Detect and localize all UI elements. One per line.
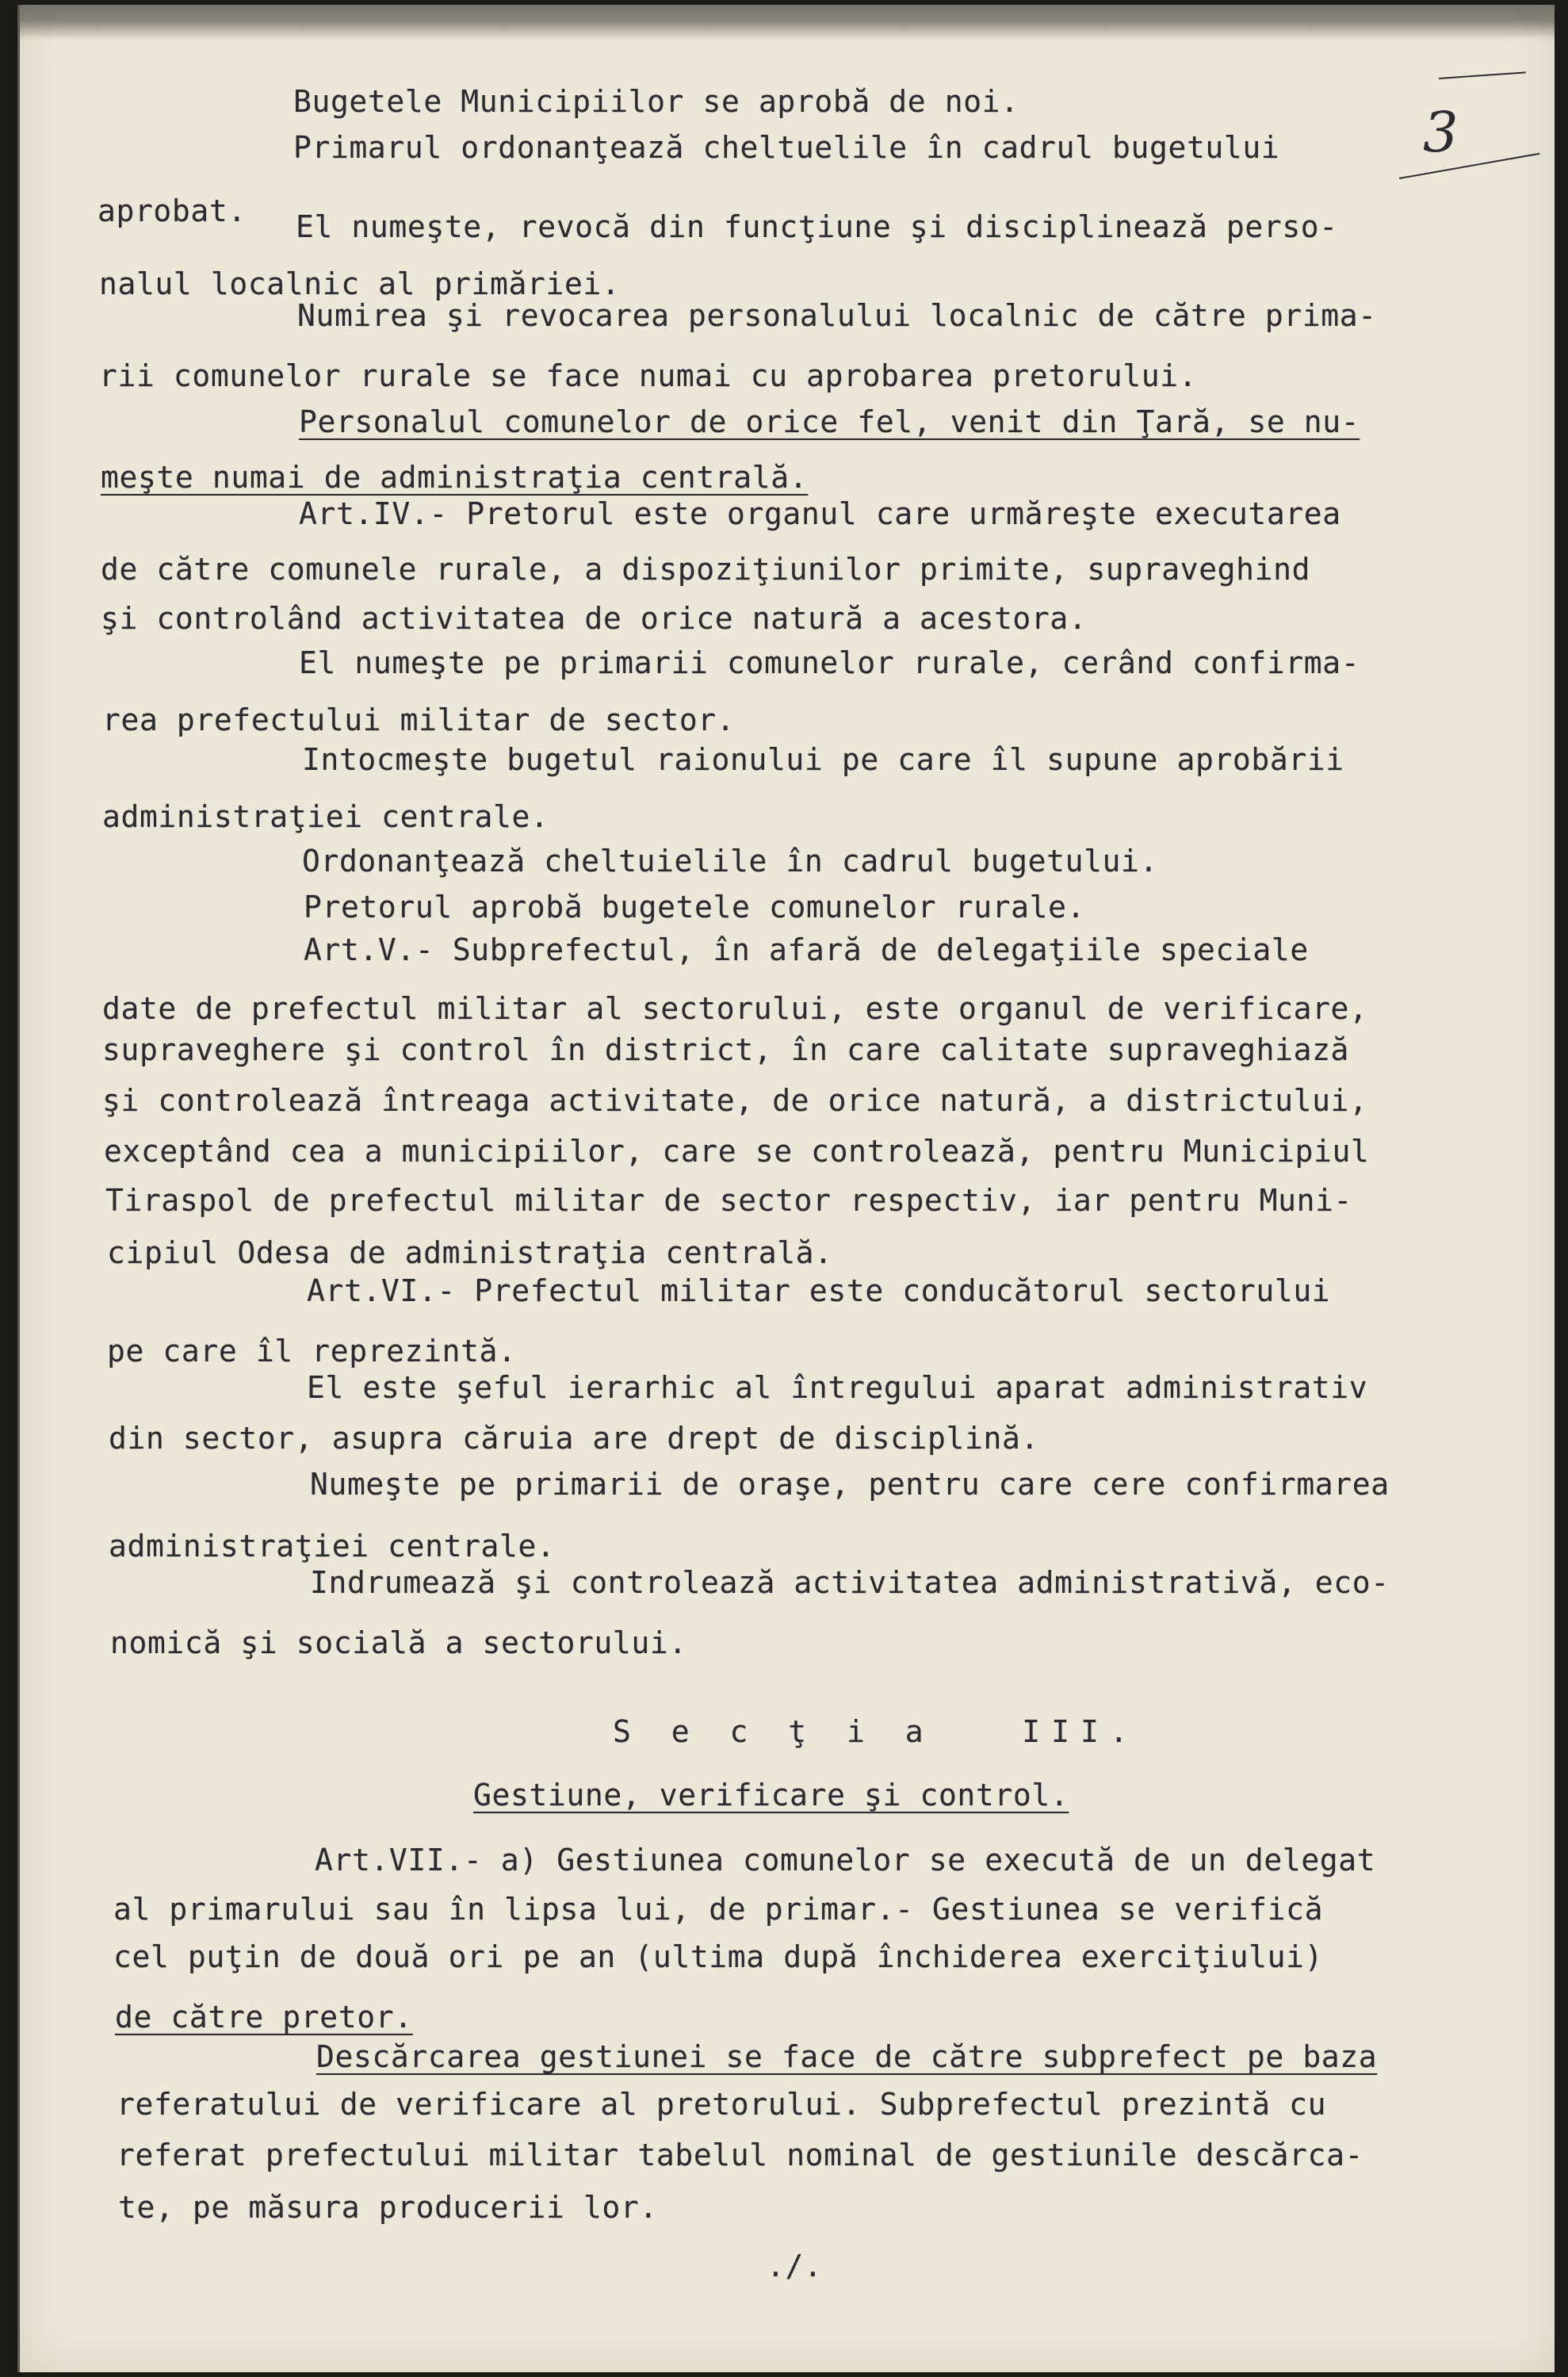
text-line: supraveghere şi control în district, în care calitate supraveghiază xyxy=(102,1032,1350,1067)
page-top-shadow xyxy=(20,5,1555,40)
text-line: Tiraspol de prefectul militar de sector respectiv, iar pentru Muni- xyxy=(105,1183,1353,1218)
text-line: te, pe măsura producerii lor. xyxy=(118,2190,658,2225)
text-line: din sector, asupra căruia are drept de disciplină. xyxy=(109,1421,1039,1456)
text-line: referatului de verificare al pretorului. Subprefectul prezintă cu xyxy=(117,2087,1327,2122)
text-line: de către comunele rurale, a dispoziţiunilor primite, supraveghind xyxy=(101,552,1311,587)
text-line: Art.IV.- Pretorul este organul care urmăreşte executarea xyxy=(299,496,1341,531)
underlined-text-line: de către pretor. xyxy=(115,2000,413,2034)
text-line: Indrumează şi controlează activitatea administrativă, eco- xyxy=(310,1565,1390,1600)
text-line: Numirea şi revocarea personalului localnic de către prima- xyxy=(297,298,1377,333)
page-number-overline xyxy=(1439,71,1526,79)
underlined-text-line: Personalul comunelor de orice fel, venit din Ţară, se nu- xyxy=(299,404,1360,439)
text-line: Art.V.- Subprefectul, în afară de delegaţiile speciale xyxy=(304,932,1309,967)
text-line: date de prefectul militar al sectorului, este organul de verificare, xyxy=(102,991,1368,1026)
section-heading: S e c ţ i a III. xyxy=(613,1714,1139,1749)
text-line: şi controlând activitatea de orice natură a acestora. xyxy=(101,601,1088,636)
text-line: exceptând cea a municipiilor, care se controlează, pentru Municipiul xyxy=(104,1134,1370,1169)
text-line: El numeşte pe primarii comunelor rurale, cerând confirma- xyxy=(299,645,1360,680)
continuation-mark: ./. xyxy=(767,2249,823,2283)
text-line: aprobat. xyxy=(98,193,247,228)
text-line: administraţiei centrale. xyxy=(109,1529,556,1564)
underlined-text-line: meşte numai de administraţia centrală. xyxy=(101,460,809,495)
text-line: rii comunelor rurale se face numai cu aprobarea pretorului. xyxy=(99,358,1198,393)
text-line: şi controlează întreaga activitate, de orice natură, a districtului, xyxy=(102,1083,1368,1118)
text-line: administraţiei centrale. xyxy=(102,799,549,834)
document-page xyxy=(17,5,1555,2372)
text-line: cipiul Odesa de administraţia centrală. xyxy=(107,1235,833,1270)
text-line: Intocmeşte bugetul raionului pe care îl supune aprobării xyxy=(302,742,1344,777)
underlined-text-line: Descărcarea gestiunei se face de către subprefect pe baza xyxy=(316,2039,1378,2074)
text-line: El este şeful ierarhic al întregului aparat administrativ xyxy=(307,1370,1368,1405)
text-line: rea prefectului militar de sector. xyxy=(102,702,736,737)
handwritten-page-number: 3 xyxy=(1423,100,1459,165)
text-line: referat prefectului militar tabelul nominal de gestiunile descărca- xyxy=(117,2138,1364,2172)
text-line: al primarului sau în lipsa lui, de primar.- Gestiunea se verifică xyxy=(113,1892,1324,1927)
text-line: nalul localnic al primăriei. xyxy=(99,266,621,301)
text-line: Pretorul aprobă bugetele comunelor rurale. xyxy=(304,890,1086,924)
text-line: Numeşte pe primarii de oraşe, pentru care cere confirmarea xyxy=(310,1467,1390,1502)
text-line: pe care îl reprezintă. xyxy=(107,1334,517,1368)
text-line: Art.VI.- Prefectul militar este conducătorul sectorului xyxy=(307,1273,1331,1308)
text-line: Primarul ordonanţează cheltuelile în cadrul bugetului xyxy=(293,130,1280,165)
text-line: Art.VII.- a) Gestiunea comunelor se execută de un delegat xyxy=(315,1843,1376,1877)
section-subtitle: Gestiune, verificare şi control. xyxy=(473,1778,1069,1812)
text-line: Ordonanţează cheltuielile în cadrul bugetului. xyxy=(302,844,1158,878)
text-line: El numeşte, revocă din funcţiune şi disciplinează perso- xyxy=(296,209,1338,244)
text-line: nomică şi socială a sectorului. xyxy=(110,1625,687,1660)
text-line: cel puţin de două ori pe an (ultima după închiderea exerciţiului) xyxy=(113,1939,1324,1974)
text-line: Bugetele Municipiilor se aprobă de noi. xyxy=(293,84,1019,119)
